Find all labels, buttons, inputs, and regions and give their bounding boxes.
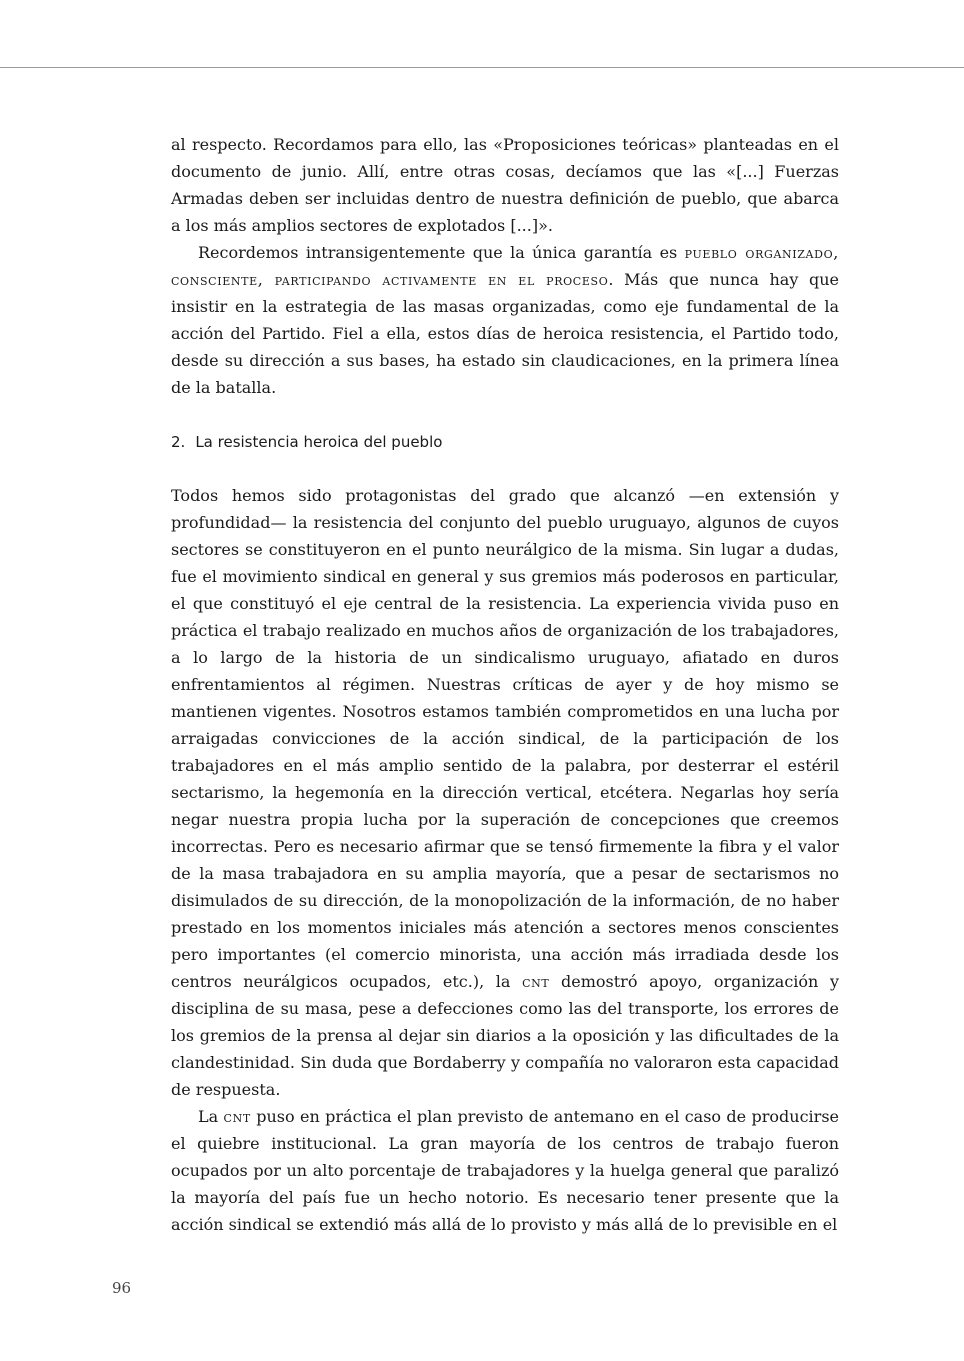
section-number: 2. [171,433,186,451]
small-caps-emphasis: pueblo organizado, consciente, participando activamente en el proceso [171,243,839,289]
header-rule [0,67,964,68]
text-run: puso en práctica el plan previsto de antemano en el caso de producirse el quiebre institucional. La gran mayoría de los centros de trabajo fueron ocupados por un alto porcentaje de trabajadores y la huelga general que paralizó la mayoría del país fue un hecho notorio. Es necesario tener presente que la acción sindical se extendió más allá de lo provisto y más allá de lo previsible en el [171,1107,839,1234]
paragraph [171,239,839,401]
acronym-cnt: cnt [522,972,550,991]
paragraph [171,482,839,1103]
acronym-cnt: cnt [223,1107,251,1126]
paragraph: al respecto. Recordamos para ello, las «Proposiciones teóricas» planteadas en el documento de junio. Allí, entre otras cosas, decíamos que las «[...] Fuerzas Armadas deben ser incluidas dentro de nuestra definición de pueblo, que abarca a los más amplios sectores de explotados [...]». [171,135,839,235]
text-run: Todos hemos sido protagonistas del grado que alcanzó —en extensión y profundidad— la resistencia del conjunto del pueblo uruguayo, algunos de cuyos sectores se constituyeron en el punto neurálgico de la misma. Sin lugar a dudas, fue el movimiento sindical en general y sus gremios más poderosos en particular, el que constituyó el eje central de la resistencia. La experiencia vivida puso en práctica el trabajo realizado en muchos años de organización de los trabajadores, a lo largo de la historia de un sindicalismo uruguayo, afiatado en duros enfrentamientos al régimen. Nuestras críticas de ayer y de hoy mismo se mantienen vigentes. Nosotros estamos también comprometidos en una lucha por arraigadas convicciones de la acción sindical, de la participación de los trabajadores en el más amplio sentido de la palabra, por desterrar el estéril sectarismo, la hegemonía en la dirección vertical, etcétera. Negarlas hoy sería negar nuestra propia lucha por la superación de concepciones que creemos incorrectas. Pero es necesario afirmar que se tensó firmemente la fibra y el valor de la masa trabajadora en su amplia mayoría, que a pesar de sectarismos no disimulados de su dirección, de la monopolización de la información, de no haber prestado en los momentos iniciales más atención a sectores menos conscientes pero importantes (el comercio minorista, una acción más irradiada desde los centros neurálgicos ocupados, etc.), la [171,486,839,991]
page-number: 96 [112,1279,132,1297]
section-heading [171,429,839,456]
text-run: demostró apoyo, organización y disciplina de su masa, pese a defecciones como las del transporte, los errores de los gremios de la prensa al dejar sin diarios a la oposición y las dificultades de la clandestinidad. Sin duda que Bordaberry y compañía no valoraron esta capacidad de respuesta. [171,972,839,1099]
text-run: La [198,1107,224,1126]
body-text-section-1 [171,131,839,401]
text-run: Recordemos intransigentemente que la única garantía es [198,243,685,262]
text-run: . Más que nunca hay que insistir en la estrategia de las masas organizadas, como eje fundamental de la acción del Partido. Fiel a ella, estos días de heroica resistencia, el Partido todo, desde su dirección a sus bases, ha estado sin claudicaciones, en la primera línea de la batalla. [171,270,839,397]
section-title: La resistencia heroica del pueblo [195,433,443,451]
paragraph [171,1103,839,1238]
body-text-section-2 [171,482,839,1238]
